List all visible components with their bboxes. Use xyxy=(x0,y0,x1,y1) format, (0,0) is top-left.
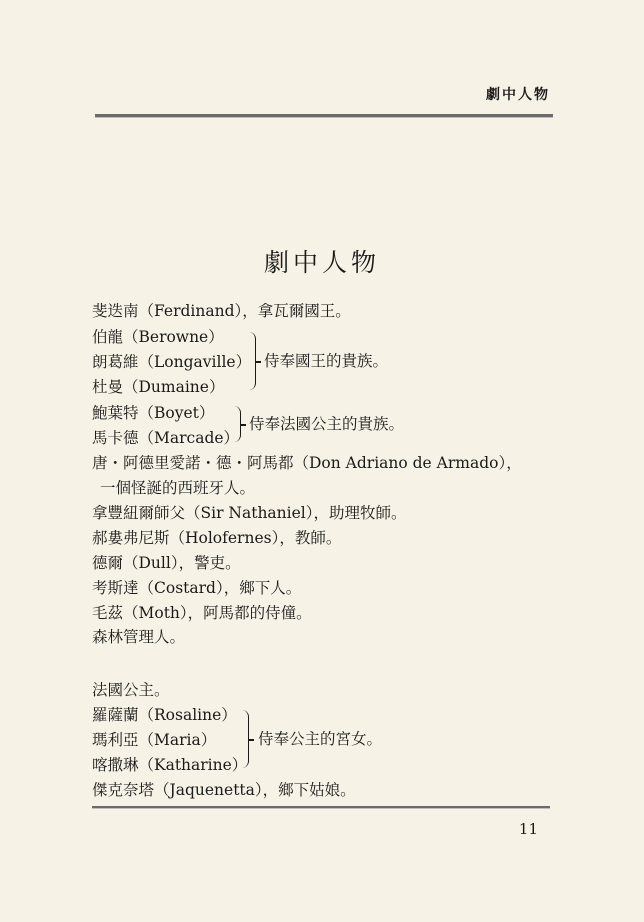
character-nathaniel: 拿豐紐爾師父（Sir Nathaniel），助理牧師。 xyxy=(92,504,407,522)
group-king-lords: 侍奉國王的貴族。 xyxy=(264,352,389,370)
group-ladies: 侍奉公主的宮女。 xyxy=(258,730,383,748)
character-longaville: 朗葛維（Longaville） xyxy=(92,353,252,371)
page-title: 劇中人物 xyxy=(263,248,380,277)
character-forester: 森林管理人。 xyxy=(92,628,186,646)
footer-rule xyxy=(92,806,550,809)
brace-princess-lords xyxy=(234,406,241,442)
running-head: 劇中人物 xyxy=(486,87,550,103)
character-armado-desc: 一個怪誕的西班牙人。 xyxy=(100,479,256,497)
character-marcade: 馬卡德（Marcade） xyxy=(92,429,240,447)
brace-ladies xyxy=(242,710,249,768)
character-boyet: 鮑葉特（Boyet） xyxy=(92,404,215,422)
page-number: 11 xyxy=(518,820,538,838)
character-dull: 德爾（Dull），警吏。 xyxy=(92,554,241,572)
group-princess-lords: 侍奉法國公主的貴族。 xyxy=(249,415,405,433)
character-armado: 唐・阿德里愛諾・德・阿馬都（Don Adriano de Armado）， xyxy=(92,454,522,472)
brace-king-lords xyxy=(249,332,256,390)
character-holofernes: 郝婁弗尼斯（Holofernes），教師。 xyxy=(92,529,342,547)
character-maria: 瑪利亞（Maria） xyxy=(92,731,217,749)
character-moth: 毛茲（Moth），阿馬都的侍僮。 xyxy=(92,604,312,622)
character-ferdinand: 斐迭南（Ferdinand），拿瓦爾國王。 xyxy=(92,302,351,320)
header-rule xyxy=(95,114,553,118)
character-princess: 法國公主。 xyxy=(92,681,170,699)
character-dumaine: 杜曼（Dumaine） xyxy=(92,378,225,396)
character-costard: 考斯達（Costard），鄉下人。 xyxy=(92,579,302,597)
character-berowne: 伯龍（Berowne） xyxy=(92,328,224,346)
character-katharine: 喀撒琳（Katharine） xyxy=(92,756,248,774)
character-rosaline: 羅薩蘭（Rosaline） xyxy=(92,706,237,724)
character-jaquenetta: 傑克奈塔（Jaquenetta），鄉下姑娘。 xyxy=(92,781,356,799)
